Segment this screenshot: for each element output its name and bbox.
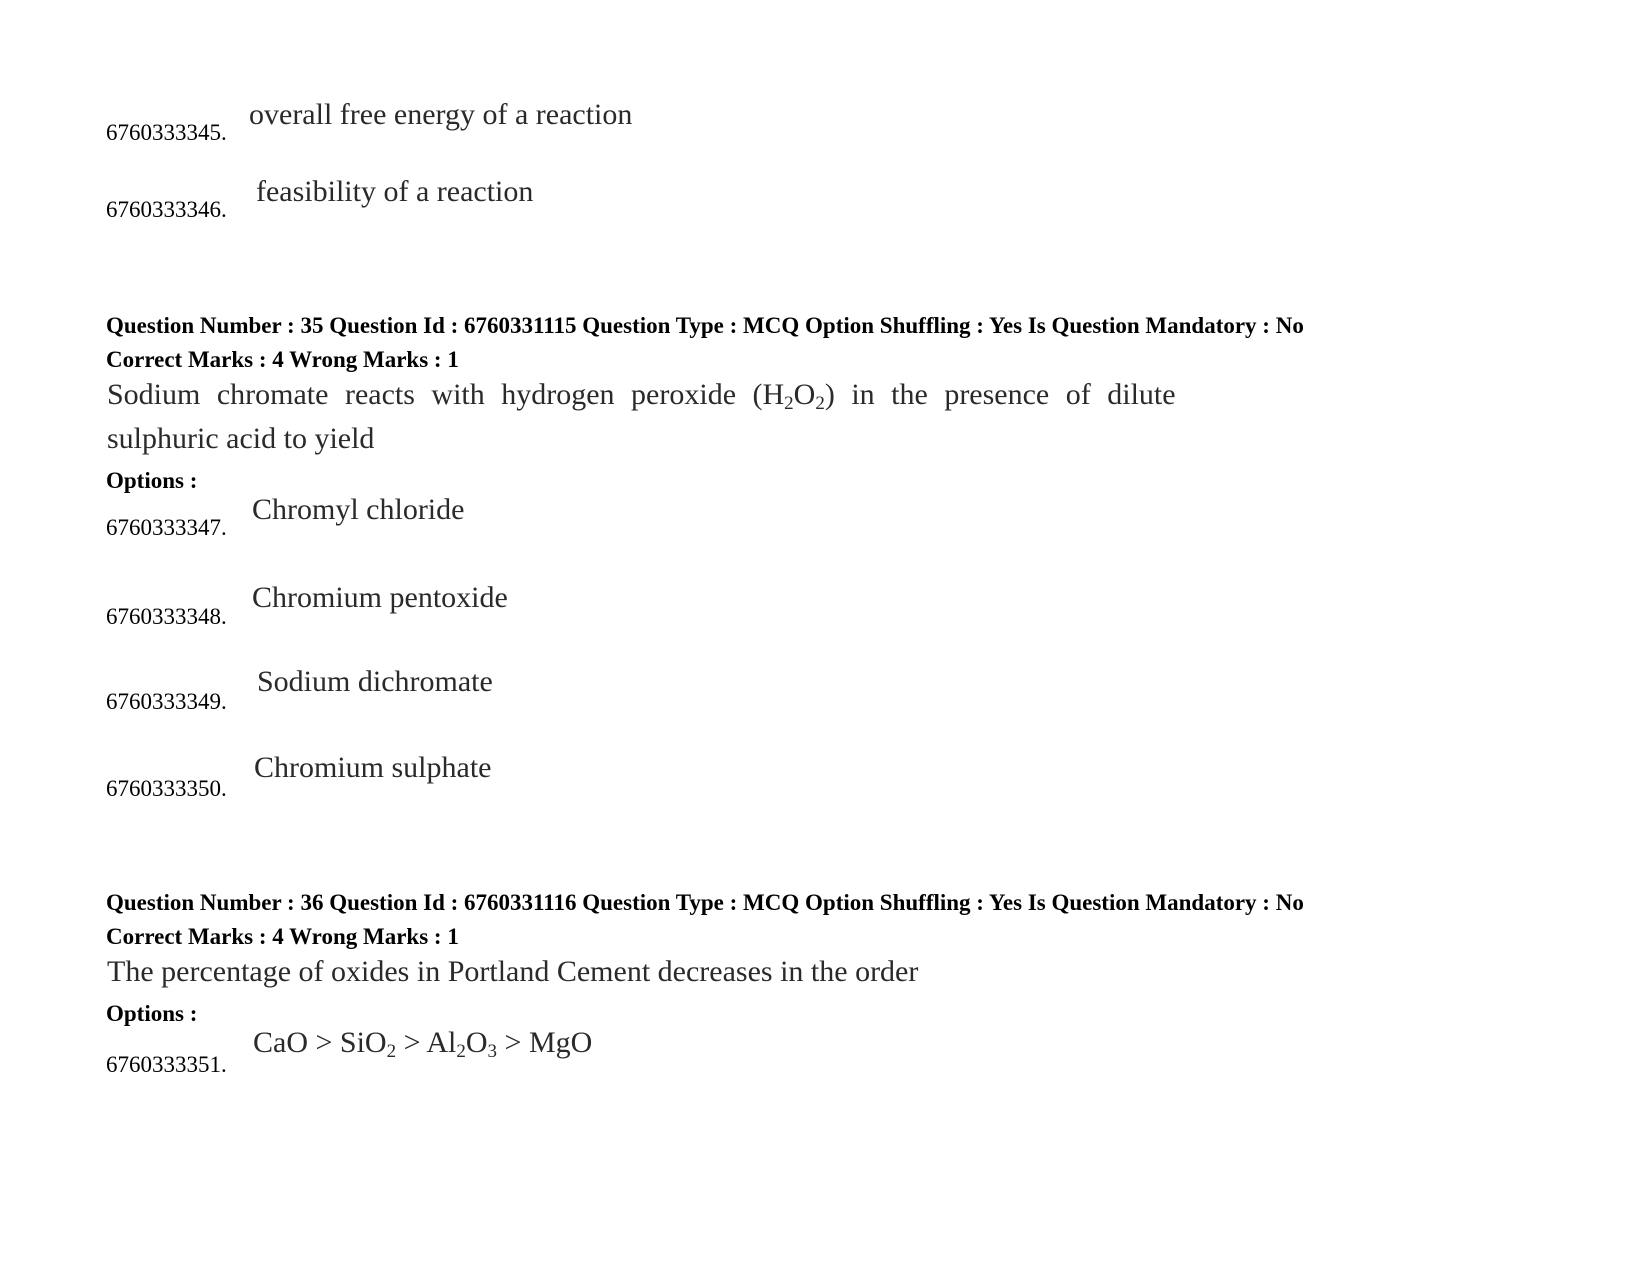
option-row <box>106 568 1006 628</box>
formula-subscript: 2 <box>386 1041 397 1062</box>
stem-subscript: 2 <box>815 393 825 414</box>
formula-text: CaO > SiO <box>253 1026 387 1059</box>
option-row <box>106 84 1006 144</box>
option-id: 6760333345. <box>106 120 227 145</box>
option-id: 6760333350. <box>106 776 227 801</box>
option-text: overall free energy of a reaction <box>249 98 633 131</box>
formula-subscript: 3 <box>487 1041 498 1062</box>
question-meta-line: Question Number : 36 Question Id : 6760331116 Question Type : MCQ Option Shuffling : Yes Is Question Mandatory : No <box>106 890 1304 915</box>
option-id: 6760333349. <box>106 689 227 714</box>
formula-text: O <box>465 1026 488 1059</box>
option-text: Chromium sulphate <box>254 751 492 784</box>
question-stem-line: sulphuric acid to yield <box>107 422 375 455</box>
option-row <box>106 653 1006 713</box>
option-row <box>106 161 1006 221</box>
formula-text: > Al <box>396 1026 457 1059</box>
option-id: 6760333351. <box>106 1052 227 1077</box>
option-id: 6760333347. <box>106 515 227 540</box>
question-stem-line: The percentage of oxides in Portland Cement decreases in the order <box>107 955 919 988</box>
option-id: 6760333348. <box>106 604 227 629</box>
options-label: Options : <box>106 1001 198 1026</box>
option-row <box>106 479 1006 539</box>
option-text: feasibility of a reaction <box>256 175 534 208</box>
formula-subscript: 2 <box>456 1041 466 1062</box>
options-label: Options : <box>106 468 198 493</box>
stem-subscript: 2 <box>784 393 794 414</box>
question-marks-line: Correct Marks : 4 Wrong Marks : 1 <box>106 347 459 372</box>
stem-text: O <box>793 378 816 411</box>
option-text: Sodium dichromate <box>257 665 493 698</box>
question-marks-line: Correct Marks : 4 Wrong Marks : 1 <box>106 924 459 949</box>
stem-text: Sodium chromate reacts with hydrogen peroxide (H <box>107 378 785 411</box>
option-text <box>253 1026 593 1062</box>
stem-text: ) in the presence of dilute <box>824 378 1176 411</box>
option-text: Chromyl chloride <box>252 493 465 526</box>
option-id: 6760333346. <box>106 197 227 222</box>
question-stem-line <box>107 378 1176 412</box>
question-meta-line: Question Number : 35 Question Id : 6760331115 Question Type : MCQ Option Shuffling : Yes Is Question Mandatory : No <box>106 313 1304 338</box>
option-text: Chromium pentoxide <box>252 581 508 614</box>
option-row <box>106 1016 1006 1076</box>
formula-text: > MgO <box>497 1026 593 1059</box>
option-row <box>106 740 1006 800</box>
